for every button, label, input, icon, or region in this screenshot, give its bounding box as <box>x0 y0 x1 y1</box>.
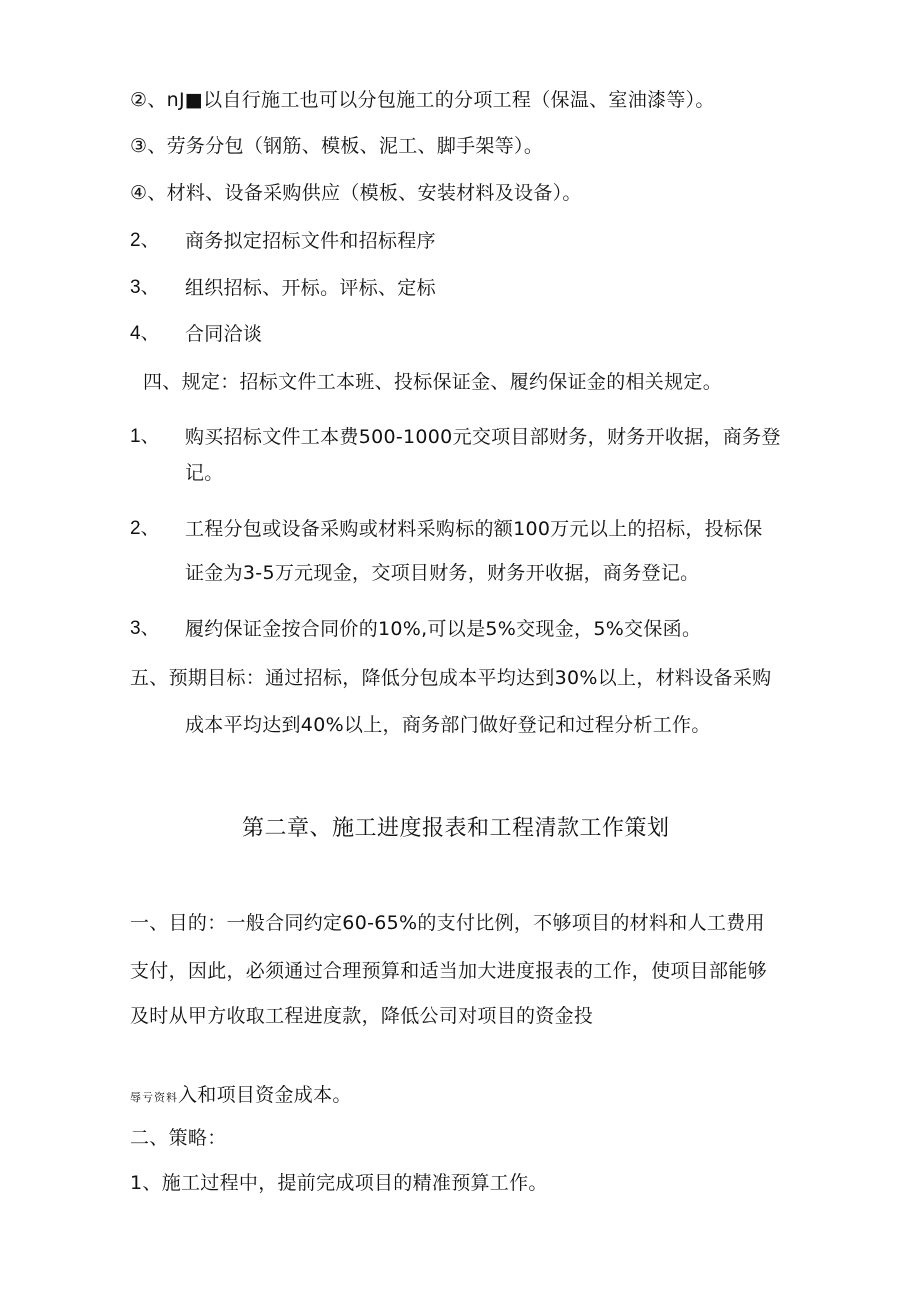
text-line-sub-item-3: ③、劳务分包（钢筋、模板、泥工、脚手架等）。 <box>130 135 544 157</box>
list-number: 3、 <box>130 618 160 639</box>
text-line-sub-item-4: ④、材料、设备采购供应（模板、安装材料及设备）。 <box>130 182 582 204</box>
list-item-text: 工程分包或设备采购或材料采购标的额100万元以上的招标，投标保 <box>185 518 763 540</box>
list-item-text: 履约保证金按合同价的10%,可以是5%交现金，5%交保函。 <box>185 618 702 640</box>
list-item-text: 合同洽谈 <box>185 323 263 345</box>
chapter-title: 第二章、施工进度报表和工程清款工作策划 <box>242 816 670 841</box>
paragraph-line: 及时从甲方收取工程进度款，降低公司对项目的资金投 <box>130 1005 594 1027</box>
list-number: 2、 <box>130 518 160 539</box>
text-line-sub-item-2: ②、nJ■以自行施工也可以分包施工的分项工程（保温、室油漆等）。 <box>130 89 715 111</box>
list-item-text: 商务拟定招标文件和招标程序 <box>185 230 436 252</box>
list-number: 1、 <box>130 426 160 447</box>
section-heading-5: 五、预期目标：通过招标，降低分包成本平均达到30%以上，材料设备采购 <box>130 667 772 689</box>
list-number: 2、 <box>130 230 160 251</box>
paragraph-text: 入和项目资金成本。 <box>178 1084 352 1106</box>
list-item-text-continued: 证金为3-5万元现金，交项目财务，财务开收据，商务登记。 <box>185 562 700 584</box>
list-item-text-continued: 记。 <box>185 462 224 484</box>
paragraph-line: 支付，因此，必须通过合理预算和适当加大进度报表的工作，使项目部能够 <box>130 960 767 982</box>
paragraph-line <box>130 1082 352 1111</box>
list-number: 3、 <box>130 277 160 298</box>
garbled-prefix-text: 辱亏资料 <box>130 1091 178 1104</box>
section-heading-4: 四、规定：招标文件工本班、投标保证金、履约保证金的相关规定。 <box>143 371 723 393</box>
list-item-text: 购买招标文件工本费500-1000元交项目部财务，财务开收据，商务登 <box>185 426 781 448</box>
strategy-item-1: 1、施工过程中，提前完成项目的精准预算工作。 <box>130 1172 548 1194</box>
section-5-continued: 成本平均达到40%以上，商务部门做好登记和过程分析工作。 <box>185 714 711 736</box>
paragraph-line: 一、目的：一般合同约定60-65%的支付比例，不够项目的材料和人工费用 <box>130 912 765 934</box>
section-heading-2: 二、策略： <box>130 1127 227 1149</box>
list-item-text: 组织招标、开标。评标、定标 <box>185 277 436 299</box>
list-number: 4、 <box>130 323 160 344</box>
